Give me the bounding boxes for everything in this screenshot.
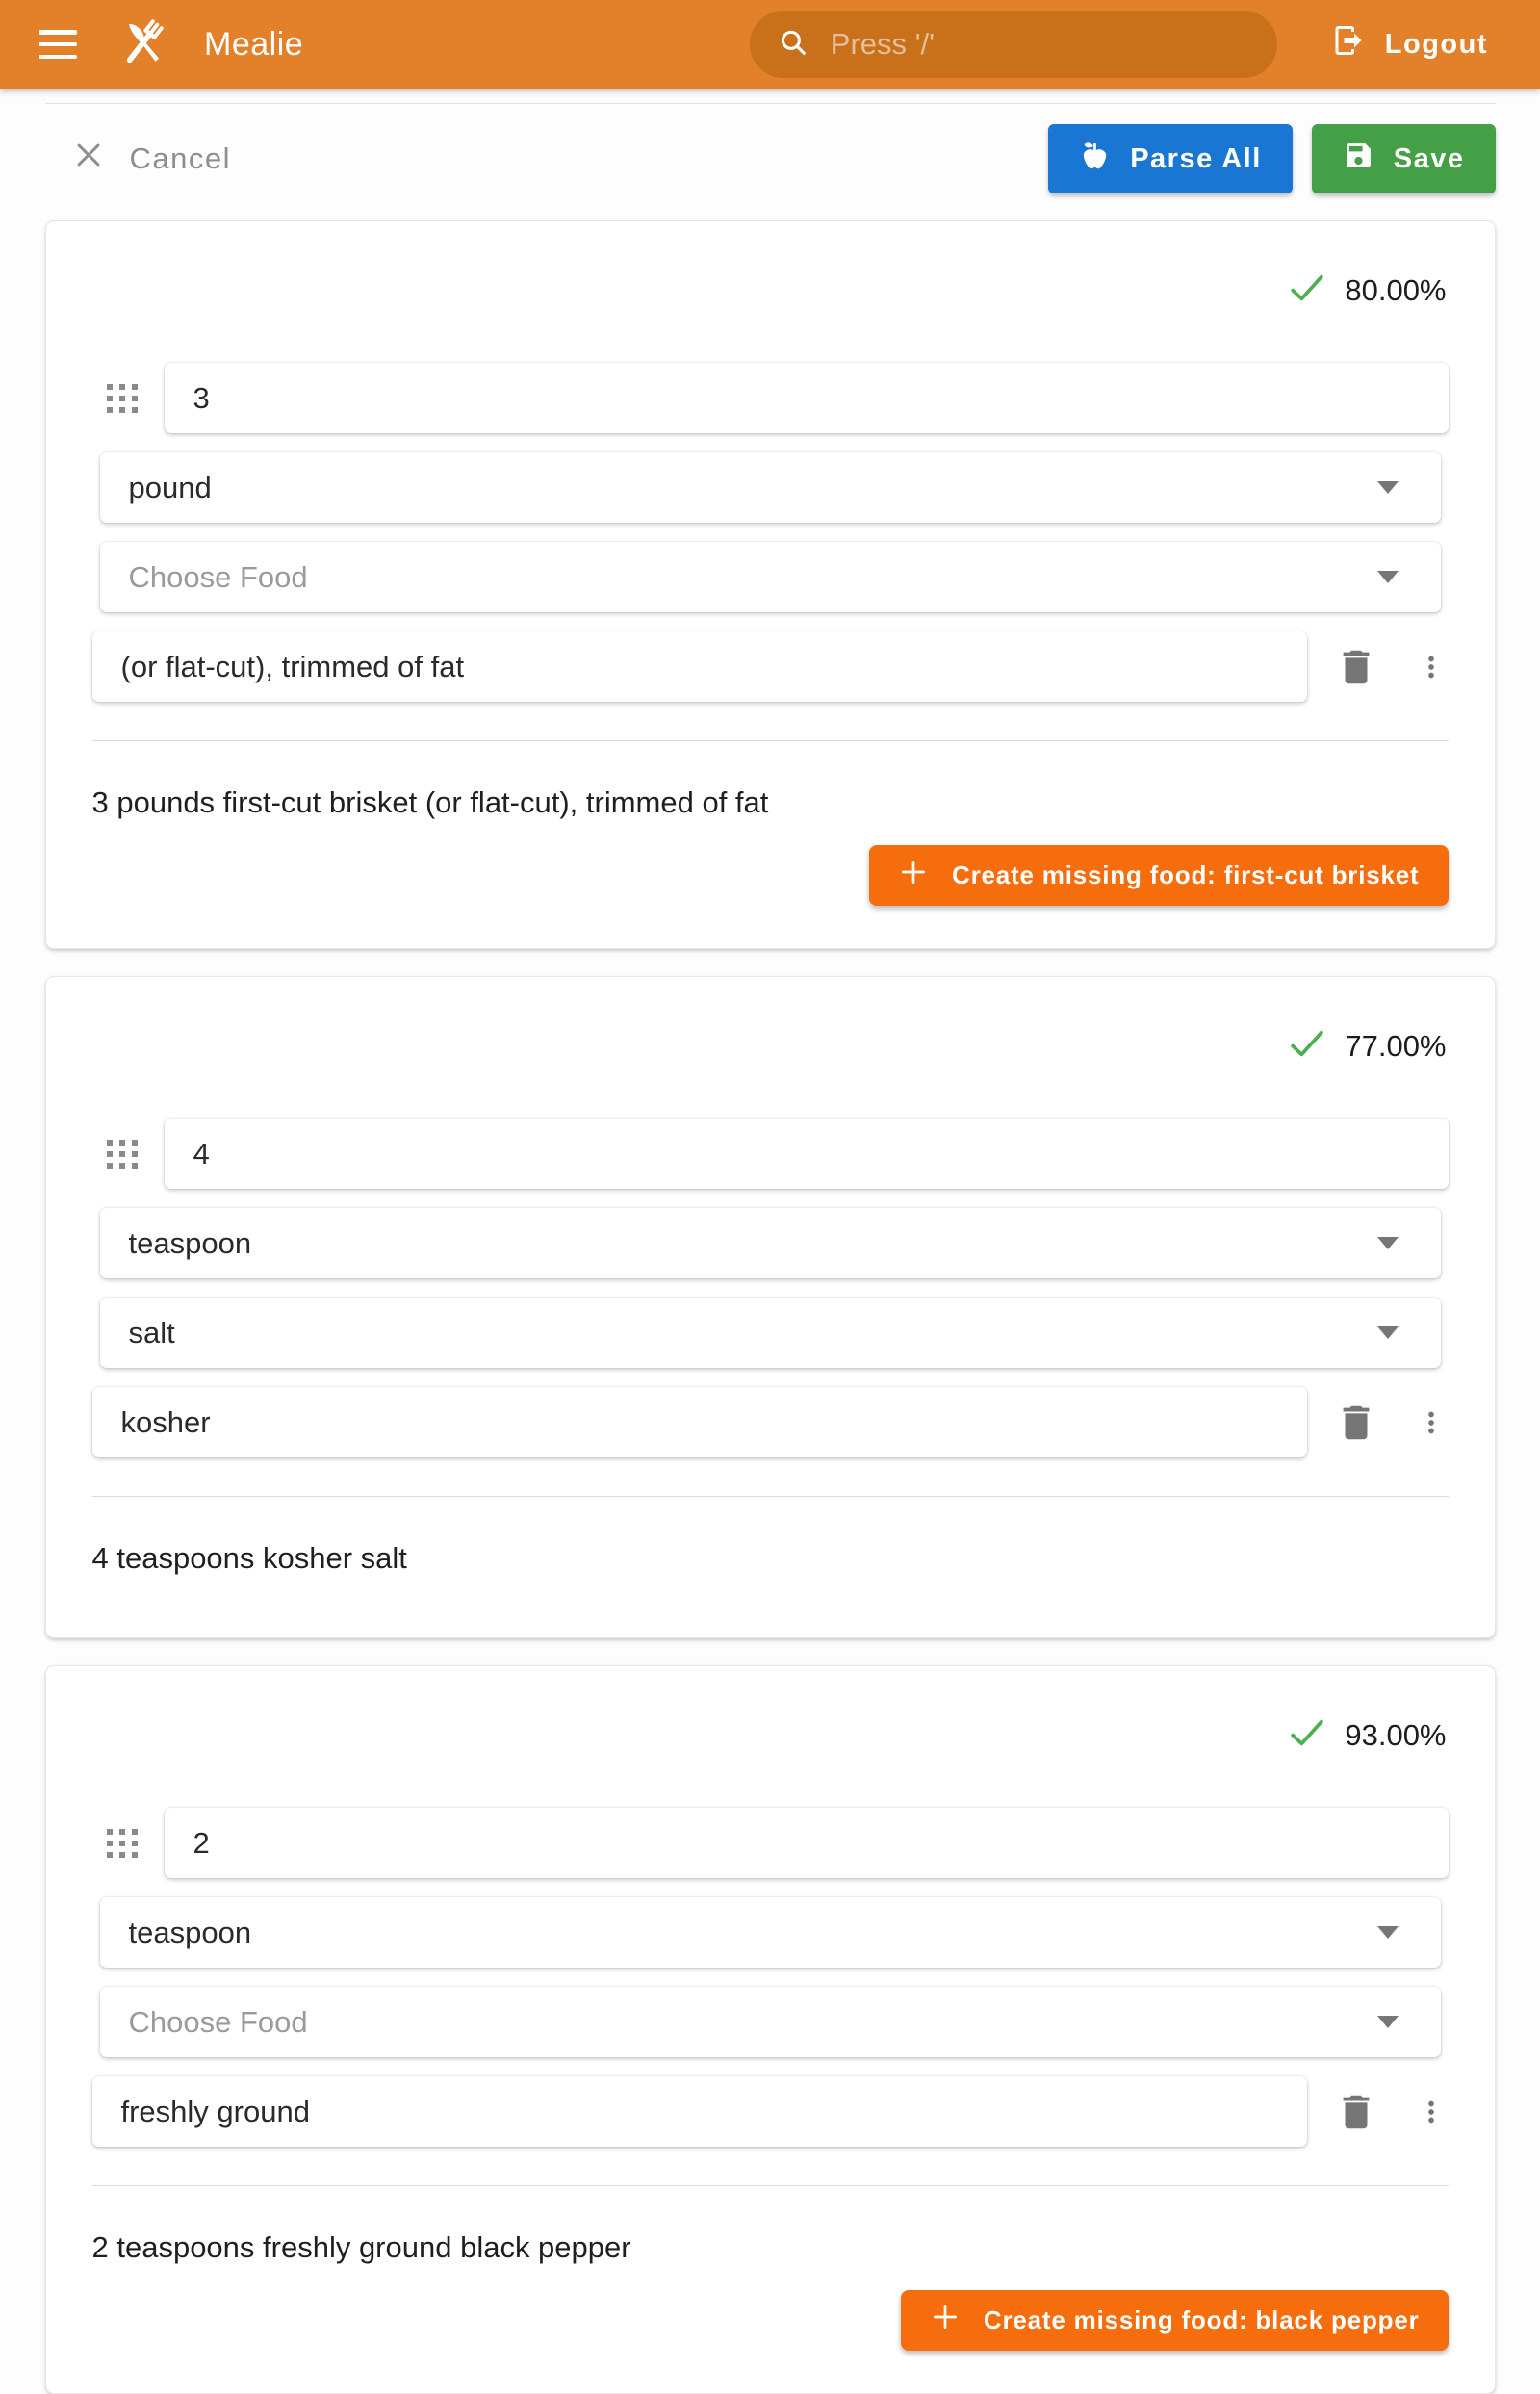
unit-value: pound [128,470,212,504]
chevron-down-icon [1377,1926,1399,1939]
cancel-button[interactable] [59,129,245,189]
quantity-value: 2 [192,1825,210,1860]
more-options-button[interactable] [1409,1401,1453,1445]
chevron-down-icon [1377,481,1399,494]
food-value: Choose Food [128,559,308,594]
plus-icon [930,2302,961,2339]
chevron-down-icon [1377,2016,1399,2028]
logout-label: Logout [1384,28,1488,60]
fork-knife-icon [114,13,173,77]
parser-toolbar [45,124,1496,193]
chevron-down-icon [1377,1237,1399,1249]
quantity-input[interactable] [165,363,1449,433]
card-divider [92,1496,1449,1497]
check-icon [1287,1023,1327,1068]
close-icon [72,139,105,179]
confidence-indicator [92,1023,1449,1068]
logout-button[interactable] [1322,10,1498,79]
food-value: salt [128,1315,175,1350]
note-input[interactable] [92,2076,1307,2147]
app-logo[interactable] [114,13,173,77]
menu-icon[interactable] [38,30,77,59]
save-label: Save [1393,142,1465,174]
chevron-down-icon [1377,1326,1399,1339]
ingredient-card [45,976,1496,1638]
dots-vertical-icon [1415,651,1448,683]
trash-icon [1334,645,1378,689]
dots-vertical-icon [1415,2096,1448,2128]
more-options-button[interactable] [1409,2090,1453,2134]
search-icon [777,26,809,64]
create-missing-food-button[interactable] [901,2290,1449,2351]
confidence-indicator [92,268,1449,313]
card-divider [92,2185,1449,2186]
app-title: Mealie [204,25,304,63]
trash-icon [1334,2090,1378,2134]
page-divider [45,103,1496,104]
original-ingredient-text: 4 teaspoons kosher salt [91,1541,407,1575]
food-select[interactable] [100,1298,1441,1368]
cancel-label: Cancel [129,142,231,175]
parse-all-label: Parse All [1130,142,1262,174]
delete-button[interactable] [1328,639,1384,695]
logout-icon [1331,23,1366,65]
unit-select[interactable] [100,452,1441,523]
ingredient-card [45,1665,1496,2394]
chevron-down-icon [1377,571,1399,583]
food-select[interactable] [100,542,1441,612]
trash-icon [1334,1401,1378,1445]
dots-vertical-icon [1415,1406,1448,1439]
note-input[interactable] [92,631,1307,702]
app-header [0,0,1540,89]
apple-icon [1079,140,1111,179]
parser-page [45,103,1496,2394]
parse-all-button[interactable] [1048,124,1293,193]
quantity-input[interactable] [165,1119,1449,1189]
quantity-input[interactable] [165,1808,1449,1878]
food-value: Choose Food [128,2004,308,2039]
drag-handle-icon[interactable] [106,381,139,416]
ingredient-card [45,220,1496,949]
check-icon [1287,1712,1327,1758]
unit-select[interactable] [100,1208,1441,1278]
original-ingredient-text: 3 pounds first-cut brisket (or flat-cut), trimmed of fat [91,785,769,819]
delete-button[interactable] [1328,2084,1384,2140]
search-input[interactable] [831,27,1250,62]
note-value: freshly ground [120,2094,310,2128]
note-value: kosher [120,1404,211,1439]
save-button[interactable] [1312,124,1496,193]
create-missing-food-label: Create missing food: first-cut brisket [952,861,1420,889]
unit-select[interactable] [100,1897,1441,1968]
confidence-value: 93.00% [1345,1717,1447,1752]
search-bar[interactable] [750,11,1277,78]
food-select[interactable] [100,1987,1441,2057]
confidence-value: 80.00% [1345,272,1447,307]
confidence-indicator [92,1712,1449,1758]
more-options-button[interactable] [1409,645,1453,689]
quantity-value: 3 [192,380,210,415]
save-icon [1343,140,1374,179]
note-value: (or flat-cut), trimmed of fat [120,649,465,683]
drag-handle-icon[interactable] [106,1826,139,1861]
drag-handle-icon[interactable] [106,1137,139,1171]
card-divider [92,740,1449,741]
create-missing-food-button[interactable] [869,845,1448,906]
check-icon [1287,268,1327,313]
create-missing-food-label: Create missing food: black pepper [983,2305,1420,2334]
delete-button[interactable] [1328,1395,1384,1451]
plus-icon [898,857,929,894]
unit-value: teaspoon [128,1915,252,1949]
original-ingredient-text: 2 teaspoons freshly ground black pepper [91,2230,631,2264]
note-input[interactable] [92,1387,1307,1457]
unit-value: teaspoon [128,1225,252,1260]
confidence-value: 77.00% [1345,1028,1447,1063]
quantity-value: 4 [192,1136,210,1171]
